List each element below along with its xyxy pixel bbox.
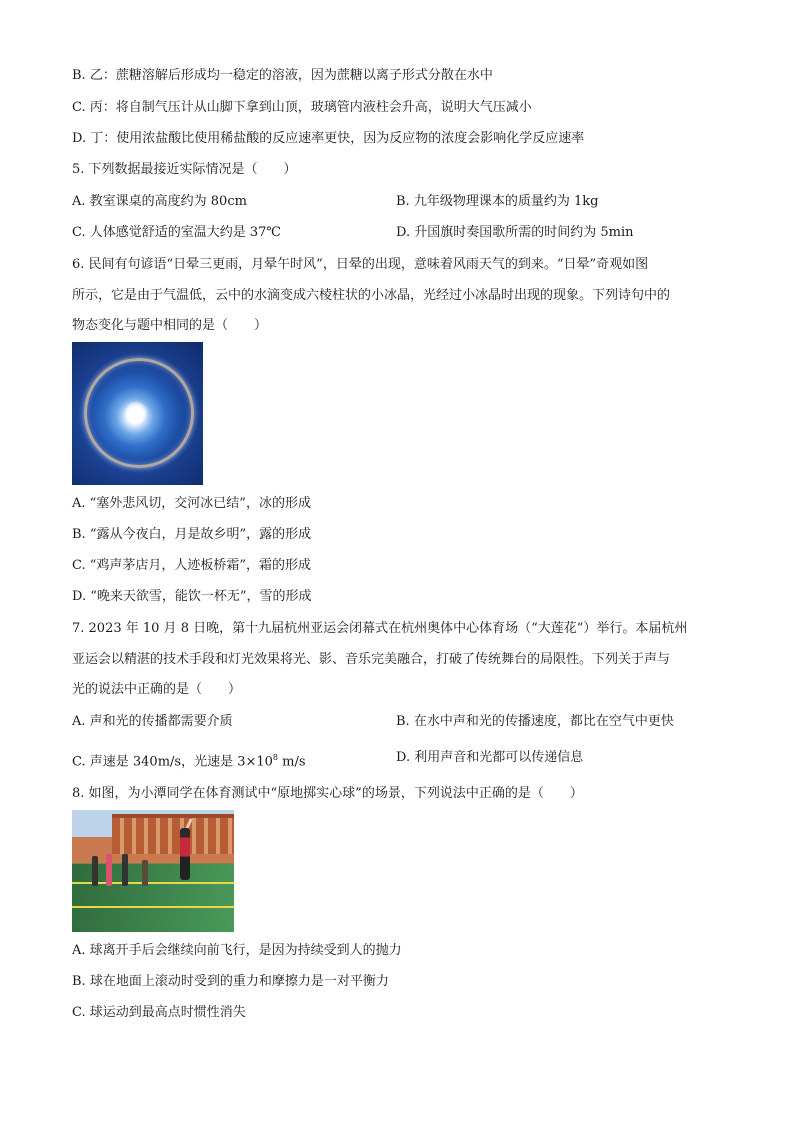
q8-stem: 8. 如图，为小潭同学在体育测试中“原地掷实心球”的场景，下列说法中正确的是（ ） [72, 786, 583, 801]
q7-stem-line1: 7. 2023 年 10 月 8 日晚，第十九届杭州亚运会闭幕式在杭州奥体中心体育场（“大莲花”）举行。本届杭州 [72, 621, 688, 636]
q6-option-c: C. “鸡声茅店月，人迹板桥霜”，霜的形成 [72, 558, 312, 573]
seated-judge [142, 860, 148, 886]
q5-option-a: A. 教室课桌的高度约为 80cm [72, 194, 247, 209]
q7-option-c-prefix: C. 声速是 340m/s，光速是 3×10 [72, 754, 273, 770]
q6-option-b: B. “露从今夜白，月是故乡明”，露的形成 [72, 527, 312, 542]
q7-option-a: A. 声和光的传播都需要介质 [72, 714, 233, 729]
q7-option-c-exponent: 8 [272, 753, 279, 762]
spectator [122, 854, 128, 886]
q6-stem-line1: 6. 民间有句谚语“日晕三更雨，月晕午时风”，日晕的出现，意味着风雨天气的到来。“日晕”奇观如图 [72, 257, 649, 272]
q5-option-c: C. 人体感觉舒适的室温大约是 37℃ [72, 225, 281, 240]
stadium-building [112, 814, 234, 854]
q5-option-b: B. 九年级物理课本的质量约为 1kg [396, 194, 599, 209]
sun-halo-photo [72, 342, 203, 485]
shot-throw-photo [72, 810, 234, 932]
q6-stem-line2: 所示，它是由于气温低，云中的水滴变成六棱柱状的小冰晶，光经过小冰晶时出现的现象。下列诗句中的 [72, 288, 671, 303]
q7-option-d: D. 利用声音和光都可以传递信息 [396, 750, 584, 765]
q7-stem-line3: 光的说法中正确的是（ ） [72, 682, 242, 697]
q8-option-c: C. 球运动到最高点时惯性消失 [72, 1005, 246, 1020]
q7-stem-line2: 亚运会以精湛的技术手段和灯光效果将光、影、音乐完美融合，打破了传统舞台的局限性。下列关于声与 [72, 652, 671, 667]
q5-stem: 5. 下列数据最接近实际情况是（ ） [72, 162, 297, 177]
q7-option-b: B. 在水中声和光的传播速度，都比在空气中更快 [396, 714, 674, 729]
q6-stem-line3: 物态变化与题中相同的是（ ） [72, 318, 268, 333]
spectator [106, 854, 112, 886]
q7-option-c [72, 749, 306, 771]
q6-option-a: A. “塞外悲风切，交河冰已结”，冰的形成 [72, 496, 311, 511]
q4-option-b: B. 乙：蔗糖溶解后形成均一稳定的溶液，因为蔗糖以离子形式分散在水中 [72, 68, 493, 83]
sun [125, 402, 147, 424]
spectator [92, 856, 98, 886]
thrower [180, 828, 190, 880]
q7-option-c-suffix: m/s [278, 754, 306, 770]
q8-option-b: B. 球在地面上滚动时受到的重力和摩擦力是一对平衡力 [72, 974, 389, 989]
field-line [72, 906, 234, 908]
q4-option-d: D. 丁：使用浓盐酸比使用稀盐酸的反应速率更快，因为反应物的浓度会影响化学反应速率 [72, 131, 585, 146]
q8-option-a: A. 球离开手后会继续向前飞行，是因为持续受到人的抛力 [72, 943, 402, 958]
q5-option-d: D. 升国旗时奏国歌所需的时间约为 5min [396, 225, 634, 240]
q4-option-c: C. 丙：将自制气压计从山脚下拿到山顶，玻璃管内液柱会升高，说明大气压减小 [72, 100, 532, 115]
q6-option-d: D. “晚来天欲雪，能饮一杯无”，雪的形成 [72, 589, 312, 604]
